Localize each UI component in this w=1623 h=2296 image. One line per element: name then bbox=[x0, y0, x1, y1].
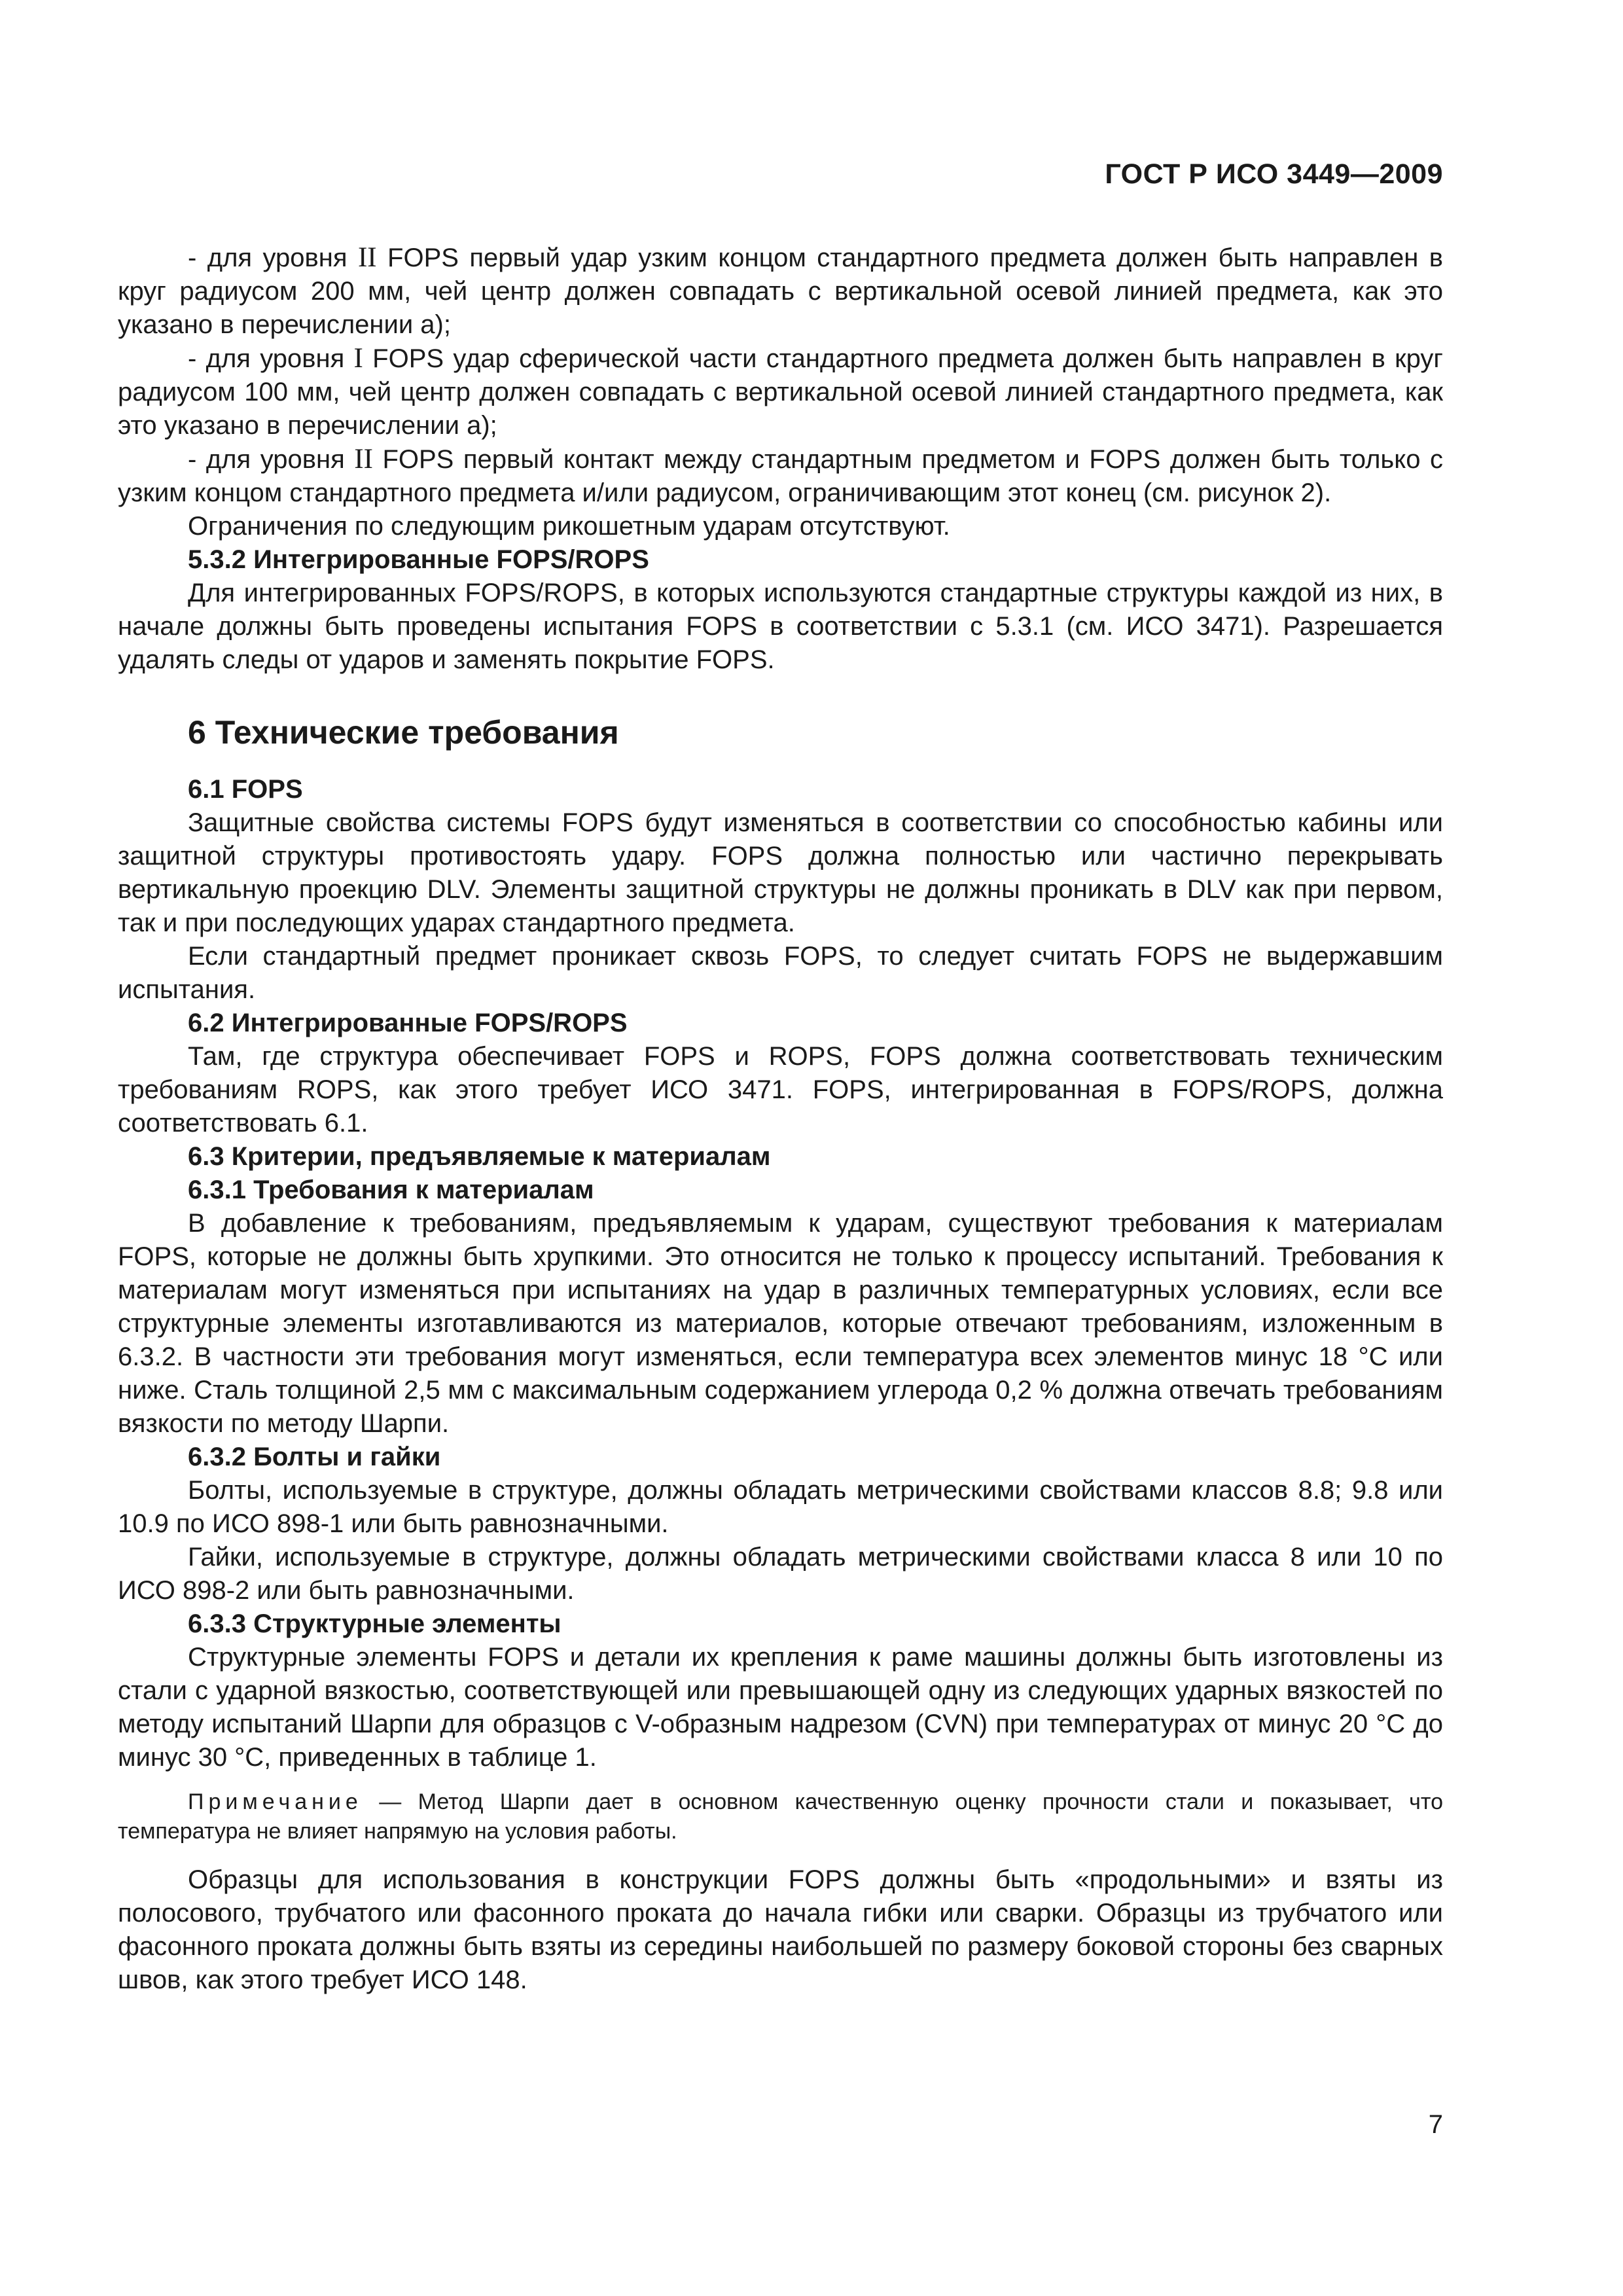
paragraph-level-ii-first-impact: - для уровня II FOPS первый удар узким концом стандартного предмета должен быть направлен в круг радиусом 200 мм, чей центр должен совпадать с вертикальной осевой линией предмета, как это указано в перечислении а); bbox=[118, 242, 1443, 339]
document-header-code: ГОСТ Р ИСО 3449—2009 bbox=[1105, 158, 1443, 190]
document-page bbox=[118, 0, 1443, 2296]
paragraph-fops-penetration: Если стандартный предмет проникает сквозь FOPS, то следует считать FOPS не выдержавшим испытания. bbox=[118, 942, 1443, 1004]
heading-6-1: 6.1 FOPS bbox=[188, 775, 303, 804]
page-number: 7 bbox=[1428, 2110, 1443, 2139]
heading-6-3: 6.3 Критерии, предъявляемые к материалам bbox=[188, 1142, 771, 1171]
roman-level-ii: II bbox=[357, 242, 377, 273]
roman-level-ii: II bbox=[354, 444, 373, 475]
heading-6-3-3: 6.3.3 Структурные элементы bbox=[188, 1609, 562, 1638]
paragraph-structural-elements: Структурные элементы FOPS и детали их крепления к раме машины должны быть изготовлены из стали с ударной вязкостью, соответствующей или превышающей одну из следующих ударных вязкостей по методу испытаний Шарпи для образцов с V-образным надрезом (CVN) при температурах от минус 20 °С до минус 30 °С, приведенных в таблице 1. bbox=[118, 1643, 1443, 1772]
heading-6-3-1: 6.3.1 Требования к материалам bbox=[188, 1175, 594, 1204]
paragraph-rebound-limits: Ограничения по следующим рикошетным ударам отсутствуют. bbox=[188, 512, 950, 541]
note-label: Примечание bbox=[188, 1789, 363, 1814]
document-body bbox=[118, 241, 1443, 1997]
note-charpy: Примечание — Метод Шарпи дает в основном качественную оценку прочности стали и показывает, что температура не влияет напрямую на условия работы. bbox=[118, 1789, 1443, 1844]
paragraph-level-ii-first-contact: - для уровня II FOPS первый контакт между стандартным предметом и FOPS должен быть только с узким концом стандартного предмета и/или радиусом, ограничивающим этот конец (см. рисунок 2). bbox=[118, 444, 1443, 507]
paragraph-level-i-impact: - для уровня I FOPS удар сферической части стандартного предмета должен быть направлен в круг радиусом 100 мм, чей центр должен совпадать с вертикальной осевой линией стандартного предмета, как это указано в перечислении а); bbox=[118, 343, 1443, 440]
paragraph-bolts: Болты, используемые в структуре, должны обладать метрическими свойствами классов 8.8; 9.8 или 10.9 по ИСО 898-1 или быть равнозначными. bbox=[118, 1476, 1443, 1538]
paragraph-fops-rops-requirements: Там, где структура обеспечивает FOPS и ROPS, FOPS должна соответствовать техническим требованиям ROPS, как этого требует ИСО 3471. FOPS, интегрированная в FOPS/ROPS, должна соответствовать 6.1. bbox=[118, 1042, 1443, 1138]
paragraph-nuts: Гайки, используемые в структуре, должны обладать метрическими свойствами класса 8 или 10 по ИСО 898-2 или быть равнозначными. bbox=[118, 1543, 1443, 1605]
paragraph-specimens: Образцы для использования в конструкции FOPS должны быть «продольными» и взяты из полосового, трубчатого или фасонного проката до начала гибки или сварки. Образцы из трубчатого или фасонного проката должны быть взяты из середины наибольшей по размеру боковой стороны без сварных швов, как этого требует ИСО 148. bbox=[118, 1865, 1443, 1994]
paragraph-material-requirements: В добавление к требованиям, предъявляемым к ударам, существуют требования к материалам FOPS, которые не должны быть хрупкими. Это относится не только к процессу испытаний. Требования к материалам могут изменяться при испытаниях на удар в различных температурных условиях, если все структурные элементы изготавливаются из материалов, которые отвечают требованиям, изложенным в 6.3.2. В частности эти требования могут изменяться, если температура всех элементов минус 18 °С или ниже. Сталь толщиной 2,5 мм с максимальным содержанием углерода 0,2 % должна отвечать требованиям вязкости по методу Шарпи. bbox=[118, 1209, 1443, 1438]
roman-level-i: I bbox=[353, 343, 363, 374]
heading-section-6: 6 Технические требования bbox=[188, 714, 619, 751]
heading-6-3-2: 6.3.2 Болты и гайки bbox=[188, 1443, 441, 1471]
paragraph-fops-protective-properties: Защитные свойства системы FOPS будут изменяться в соответствии со способностью кабины или защитной структуры противостоять удару. FOPS должна полностью или частично перекрывать вертикальную проекцию DLV. Элементы защитной структуры не должны проникать в DLV как при первом, так и при последующих ударах стандартного предмета. bbox=[118, 808, 1443, 937]
heading-5-3-2: 5.3.2 Интегрированные FOPS/ROPS bbox=[188, 545, 649, 574]
heading-6-2: 6.2 Интегрированные FOPS/ROPS bbox=[188, 1009, 628, 1037]
paragraph-integrated-fops-rops-tests: Для интегрированных FOPS/ROPS, в которых используются стандартные структуры каждой из них, в начале должны быть проведены испытания FOPS в соответствии с 5.3.1 (см. ИСО 3471). Разрешается удалять следы от ударов и заменять покрытие FOPS. bbox=[118, 579, 1443, 674]
